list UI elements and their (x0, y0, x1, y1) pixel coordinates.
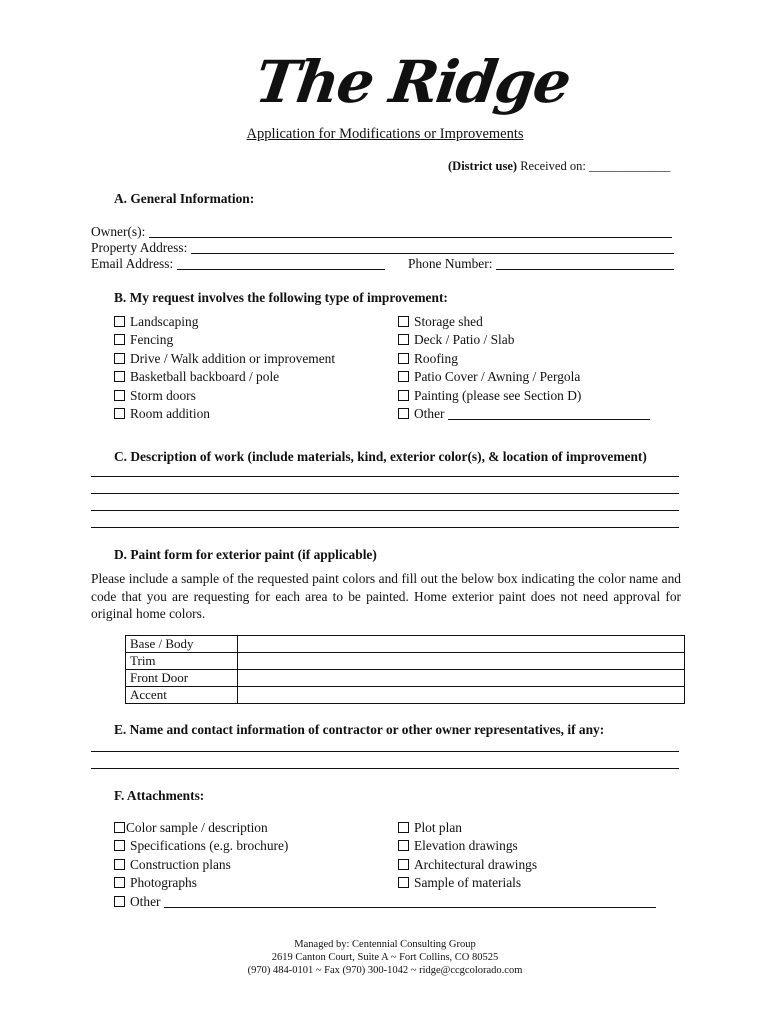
checkbox-item[interactable]: Storage shed (398, 313, 650, 331)
attachments-list-left (114, 819, 656, 911)
paint-color-field[interactable] (238, 636, 685, 653)
other-improvement-field[interactable] (448, 408, 650, 420)
checkbox-item[interactable]: Elevation drawings (398, 837, 537, 855)
checkbox-item[interactable]: Color sample / description (114, 819, 656, 837)
checkbox-item[interactable]: Roofing (398, 350, 650, 368)
district-use-label: (District use) (448, 159, 518, 173)
footer-managed-by: Managed by: Centennial Consulting Group (294, 939, 476, 950)
checkbox[interactable] (114, 371, 125, 382)
phone-field[interactable] (496, 258, 674, 270)
the-ridge-logo (251, 40, 574, 124)
paint-area-label: Trim (126, 653, 238, 670)
other-attachment-field[interactable] (164, 896, 656, 908)
section-b-heading: B. My request involves the following type of improvement: (114, 290, 448, 305)
property-label: Property Address: (91, 240, 188, 255)
checkbox-item[interactable]: Construction plans (114, 856, 656, 874)
checkbox[interactable] (114, 840, 125, 851)
district-received (448, 159, 670, 174)
checkbox[interactable] (398, 353, 409, 364)
checkbox[interactable] (398, 408, 409, 419)
table-row (126, 636, 685, 653)
footer-address: 2619 Canton Court, Suite A ~ Fort Collins, CO 80525 (271, 952, 499, 963)
paint-area-label: Front Door (126, 670, 238, 687)
description-line[interactable] (91, 476, 679, 477)
form-title: Application for Modifications or Improvements (246, 126, 524, 142)
checkbox[interactable] (398, 390, 409, 401)
paint-color-table (125, 635, 685, 704)
checkbox-item[interactable]: Sample of materials (398, 874, 537, 892)
checkbox[interactable] (114, 408, 125, 419)
checkbox-item[interactable]: Landscaping (114, 313, 335, 331)
paint-area-label: Base / Body (126, 636, 238, 653)
paint-color-field[interactable] (238, 653, 685, 670)
received-on-field[interactable]: _____________ (588, 159, 671, 173)
checkbox-item[interactable]: Specifications (e.g. brochure) (114, 837, 656, 855)
checkbox-item[interactable]: Deck / Patio / Slab (398, 331, 650, 349)
attachments-list-right (398, 819, 537, 893)
improvement-list-left (114, 313, 335, 423)
section-d-heading: D. Paint form for exterior paint (if applicable) (114, 547, 377, 562)
checkbox-item[interactable]: Patio Cover / Awning / Pergola (398, 368, 650, 386)
checkbox-item[interactable]: Painting (please see Section D) (398, 387, 650, 405)
owners-label: Owner(s): (91, 224, 146, 239)
email-row (91, 256, 385, 272)
checkbox[interactable] (398, 371, 409, 382)
checkbox[interactable] (114, 822, 125, 833)
email-label: Email Address: (91, 256, 174, 271)
checkbox[interactable] (398, 840, 409, 851)
property-field[interactable] (191, 242, 674, 254)
checkbox-item[interactable]: Architectural drawings (398, 856, 537, 874)
section-f-heading: F. Attachments: (114, 788, 205, 803)
svg-text:The Ridge: The Ridge (251, 47, 574, 116)
checkbox[interactable] (398, 877, 409, 888)
checkbox[interactable] (114, 896, 125, 907)
checkbox-item[interactable]: Storm doors (114, 387, 335, 405)
checkbox[interactable] (114, 859, 125, 870)
description-line[interactable] (91, 493, 679, 494)
description-line[interactable] (91, 527, 679, 528)
checkbox-item[interactable]: Room addition (114, 405, 335, 423)
checkbox-item[interactable]: Other (398, 405, 650, 423)
section-a-heading: A. General Information: (114, 191, 255, 206)
checkbox[interactable] (398, 859, 409, 870)
paint-color-field[interactable] (238, 670, 685, 687)
property-row (91, 240, 681, 256)
phone-row (408, 256, 674, 272)
checkbox-item[interactable]: Basketball backboard / pole (114, 368, 335, 386)
paint-area-label: Accent (126, 687, 238, 704)
checkbox-item[interactable]: Fencing (114, 331, 335, 349)
section-e-heading: E. Name and contact information of contractor or other owner representatives, if any: (114, 722, 605, 737)
checkbox[interactable] (398, 334, 409, 345)
table-row (126, 670, 685, 687)
checkbox[interactable] (114, 390, 125, 401)
checkbox[interactable] (114, 353, 125, 364)
email-field[interactable] (177, 258, 385, 270)
phone-label: Phone Number: (408, 256, 493, 271)
section-c-heading: C. Description of work (include materials, kind, exterior color(s), & location of improvement) (114, 449, 647, 464)
checkbox-item[interactable]: Photographs (114, 874, 656, 892)
footer-contact: (970) 484-0101 ~ Fax (970) 300-1042 ~ ridge@ccgcolorado.com (247, 965, 523, 976)
checkbox[interactable] (398, 316, 409, 327)
contractor-line[interactable] (91, 751, 679, 752)
checkbox[interactable] (114, 334, 125, 345)
checkbox[interactable] (398, 822, 409, 833)
received-on-label: Received on: (520, 159, 586, 173)
checkbox[interactable] (114, 877, 125, 888)
checkbox[interactable] (114, 316, 125, 327)
paint-instructions: Please include a sample of the requested paint colors and fill out the below box indicating the color name and code that you are requesting for each area to be painted. Home exterior paint does not need approval for original home colors. (91, 571, 681, 621)
description-line[interactable] (91, 510, 679, 511)
table-row (126, 653, 685, 670)
owners-field[interactable] (149, 226, 672, 238)
checkbox-item[interactable]: Drive / Walk addition or improvement (114, 350, 335, 368)
checkbox-item[interactable]: Other (114, 893, 656, 911)
paint-color-field[interactable] (238, 687, 685, 704)
improvement-list-right (398, 313, 650, 423)
owners-row (91, 224, 681, 240)
table-row (126, 687, 685, 704)
checkbox-item[interactable]: Plot plan (398, 819, 537, 837)
contractor-line[interactable] (91, 768, 679, 769)
